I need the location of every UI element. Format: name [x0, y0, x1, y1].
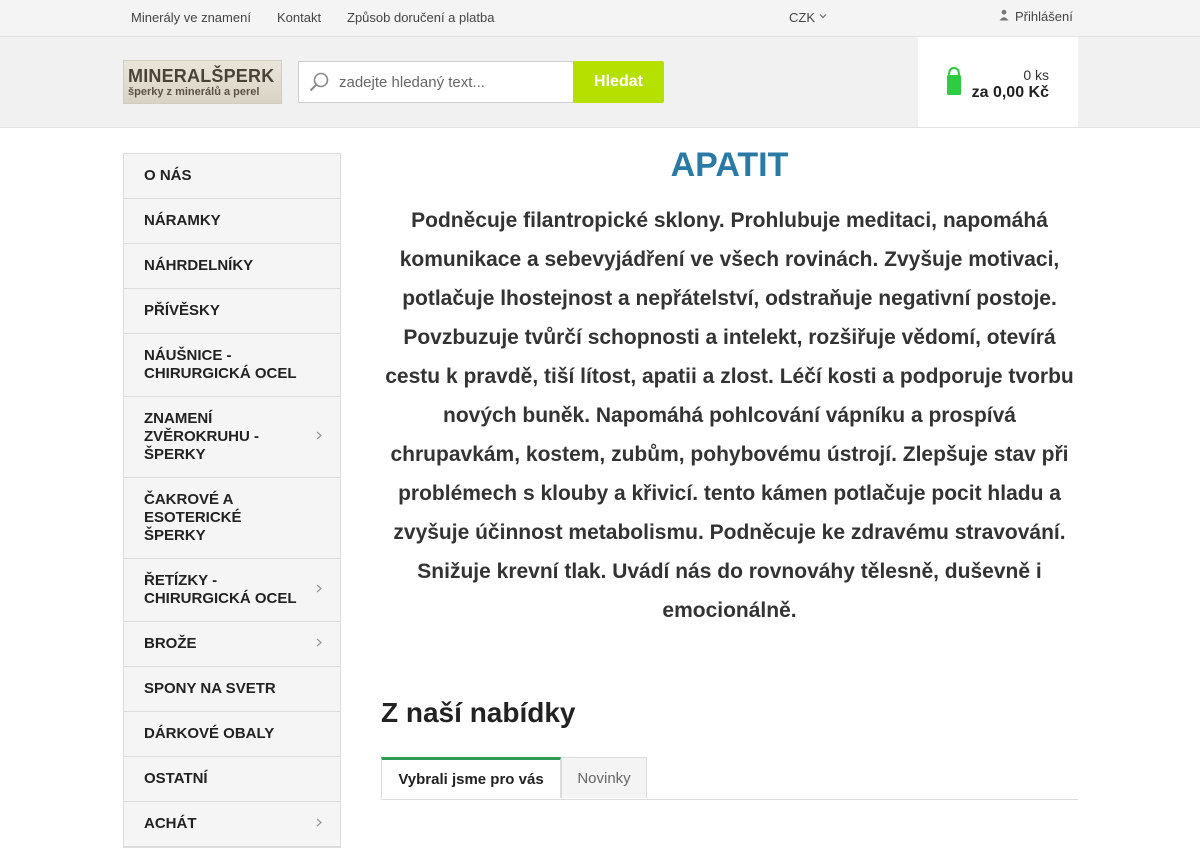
offer-tabs	[381, 757, 1078, 800]
cart-widget[interactable]	[918, 37, 1078, 127]
sidebar-item-label: ZNAMENÍ ZVĚROKRUHU - ŠPERKY	[144, 410, 259, 463]
search-box	[298, 61, 574, 103]
currency-value: CZK	[789, 10, 815, 25]
site-logo[interactable]	[123, 60, 282, 104]
main-content	[381, 140, 1078, 630]
tab-recommended[interactable]: Vybrali jsme pro vás	[381, 757, 561, 798]
offer-heading: Z naší nabídky	[381, 697, 576, 728]
sidebar-item[interactable]	[124, 802, 340, 847]
top-bar	[0, 0, 1200, 37]
sidebar-item-label: NÁRAMKY	[144, 212, 221, 229]
sidebar-item-label: BROŽE	[144, 635, 197, 652]
sidebar-item[interactable]	[124, 757, 340, 802]
page-title: APATIT	[670, 146, 789, 184]
sidebar-item[interactable]	[124, 559, 340, 622]
sidebar-item-label: OSTATNÍ	[144, 770, 208, 787]
sidebar-item[interactable]	[124, 199, 340, 244]
sidebar-item-label: SPONY NA SVETR	[144, 680, 276, 697]
currency-selector[interactable]	[789, 10, 827, 25]
chevron-right-icon	[316, 815, 322, 833]
logo-subtitle: šperky z minerálů a perel	[128, 86, 260, 98]
sidebar-item-label: ACHÁT	[144, 815, 197, 832]
search-input[interactable]	[339, 74, 564, 91]
search-icon	[299, 71, 339, 93]
chevron-right-icon	[316, 635, 322, 653]
login-label: Přihlášení	[1015, 9, 1073, 24]
sidebar-item-label: O NÁS	[144, 167, 192, 184]
product-description: Podněcuje filantropické sklony. Prohlubuje meditaci, napomáhá komunikace a sebevyjádření ve všech rovinách. Zvyšuje motivaci, potlačuje lhostejnost a nepřátelství, odstraňuje negativní postoje. Povzbuzuje tvůrčí schopnosti a intelekt, rozšiřuje vědomí, otevírá cestu k pravdě, tiší lítost, apatii a zlost. Léčí kosti a podporuje tvorbu nových buněk. Napomáhá pohlcování vápníku a prospívá chrupavkám, kostem, zubům, pohybovému ústrojí. Zlepšuje stav při problémech s klouby a křivicí. tento kámen potlačuje pocit hladu a zvyšuje účinnost metabolismu. Podněcuje ke zdravému stravování. Snižuje krevní tlak. Uvádí nás do rovnováhy tělesně, duševně i emocionálně.	[385, 209, 1074, 622]
sidebar-item[interactable]	[124, 622, 340, 667]
sidebar-item[interactable]	[124, 289, 340, 334]
sidebar-item-label: NÁUŠNICE - CHIRURGICKÁ OCEL	[144, 347, 297, 382]
sidebar-item[interactable]	[124, 712, 340, 757]
chevron-right-icon	[316, 428, 322, 446]
category-sidebar	[123, 153, 341, 848]
nav-link-contact[interactable]: Kontakt	[277, 10, 322, 25]
header	[0, 37, 1200, 128]
sidebar-item-label: ČAKROVÉ A ESOTERICKÉ ŠPERKY	[144, 491, 242, 544]
user-icon	[999, 9, 1009, 24]
nav-link-delivery-payment[interactable]: Způsob doručení a platba	[347, 10, 495, 25]
chevron-down-icon	[819, 12, 827, 23]
sidebar-item[interactable]	[124, 397, 340, 478]
search-button[interactable]: Hledat	[573, 61, 664, 103]
sidebar-item[interactable]	[124, 334, 340, 397]
logo-title: MINERALŠPERK	[128, 66, 275, 86]
sidebar-item[interactable]	[124, 154, 340, 199]
sidebar-item-label: ŘETÍZKY - CHIRURGICKÁ OCEL	[144, 572, 297, 607]
cart-price: za 0,00 Kč	[971, 84, 1049, 101]
shopping-bag-icon	[946, 65, 962, 102]
sidebar-item-label: DÁRKOVÉ OBALY	[144, 725, 275, 742]
login-link[interactable]	[999, 9, 1073, 24]
chevron-right-icon	[316, 581, 322, 599]
sidebar-item-label: PŘÍVĚSKY	[144, 302, 220, 319]
nav-link-minerals-zodiac[interactable]: Minerály ve znamení	[131, 10, 251, 25]
sidebar-item[interactable]	[124, 478, 340, 559]
sidebar-item[interactable]	[124, 244, 340, 289]
sidebar-item-label: NÁHRDELNÍKY	[144, 257, 254, 274]
tab-new[interactable]: Novinky	[561, 757, 647, 798]
sidebar-item[interactable]	[124, 667, 340, 712]
cart-quantity: 0 ks	[1023, 67, 1049, 83]
